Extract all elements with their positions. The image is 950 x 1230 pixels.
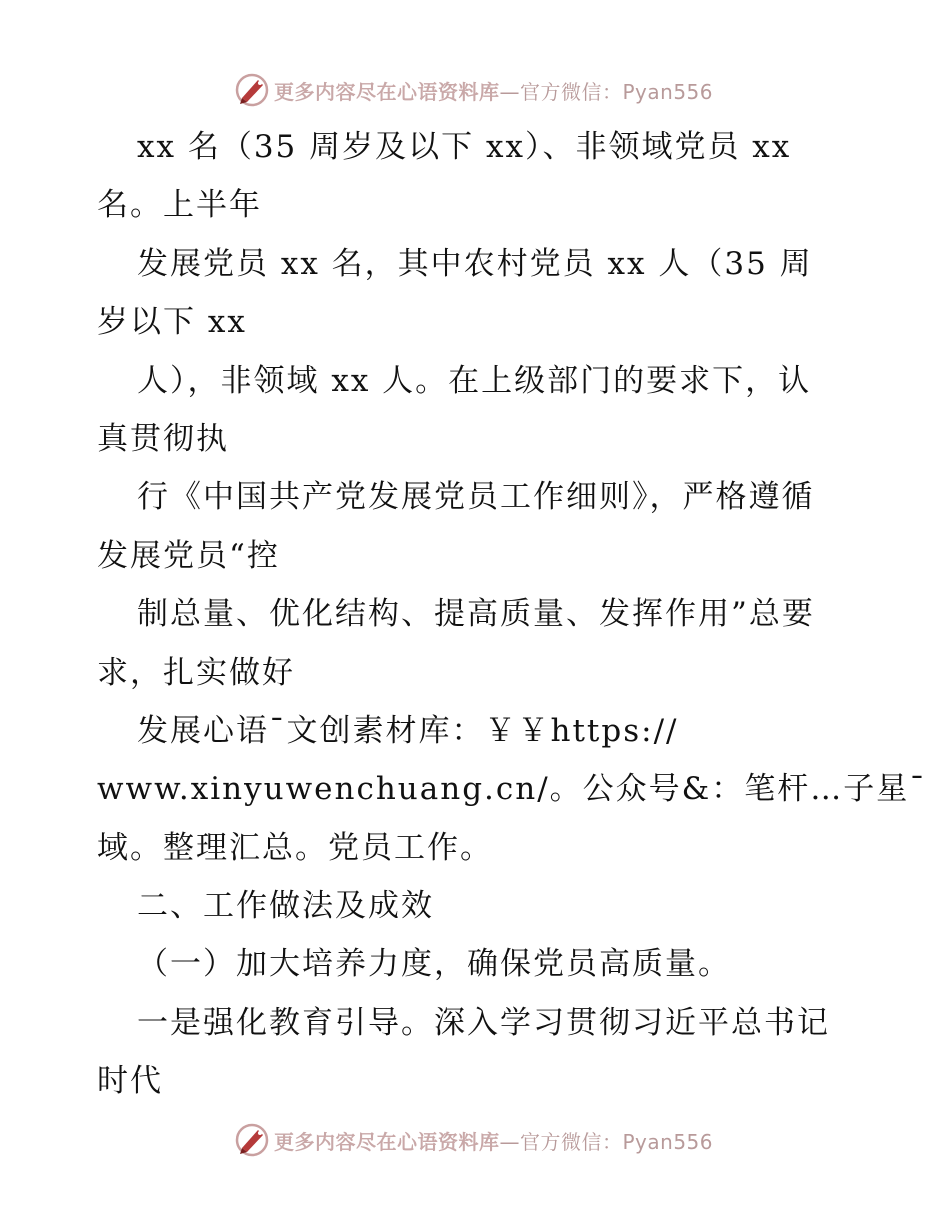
paragraph-line: xx 名（35 周岁及以下 xx）、非领域党员 xx bbox=[137, 129, 792, 165]
paragraph-line: 发展心语¯文创素材库：￥￥https:// bbox=[137, 712, 679, 749]
header-watermark bbox=[234, 70, 713, 110]
document-body bbox=[97, 118, 927, 1111]
footer-watermark bbox=[234, 1120, 713, 1160]
paragraph-line: 域。整理汇总。党员工作。 bbox=[97, 829, 493, 866]
watermark-text: 更多内容尽在心语资料库—官方微信：Pyan556 bbox=[274, 79, 714, 104]
paragraph-line: 一是强化教育引导。深入学习贯彻习近平总书记 bbox=[137, 1004, 830, 1041]
paragraph-line: 发展党员 xx 名，其中农村党员 xx 人（35 周 bbox=[137, 245, 813, 282]
paragraph-line: 名。上半年 bbox=[97, 187, 262, 224]
pen-circle-logo-icon bbox=[234, 1122, 270, 1158]
subsection-heading: （一）加大培养力度，确保党员高质量。 bbox=[137, 946, 731, 983]
watermark-text: 更多内容尽在心语资料库—官方微信：Pyan556 bbox=[274, 1129, 714, 1154]
paragraph-line: 人），非领域 xx 人。在上级部门的要求下，认 bbox=[137, 362, 812, 399]
paragraph-line: 时代 bbox=[97, 1063, 163, 1100]
paragraph-line: 真贯彻执 bbox=[97, 420, 229, 457]
paragraph-line: 制总量、优化结构、提高质量、发挥作用”总要 bbox=[137, 596, 815, 633]
section-heading: 二、工作做法及成效 bbox=[137, 888, 434, 925]
paragraph-line: 岁以下 xx bbox=[97, 304, 247, 341]
paragraph-line: 发展党员“控 bbox=[97, 537, 280, 574]
paragraph-line: 行《中国共产党发展党员工作细则》，严格遵循 bbox=[137, 479, 815, 516]
pen-circle-logo-icon bbox=[234, 72, 270, 108]
paragraph-line: www.xinyuwenchuang.cn/。公众号&：笔杆…子星¯ bbox=[97, 771, 927, 808]
paragraph-line: 求，扎实做好 bbox=[97, 654, 295, 691]
